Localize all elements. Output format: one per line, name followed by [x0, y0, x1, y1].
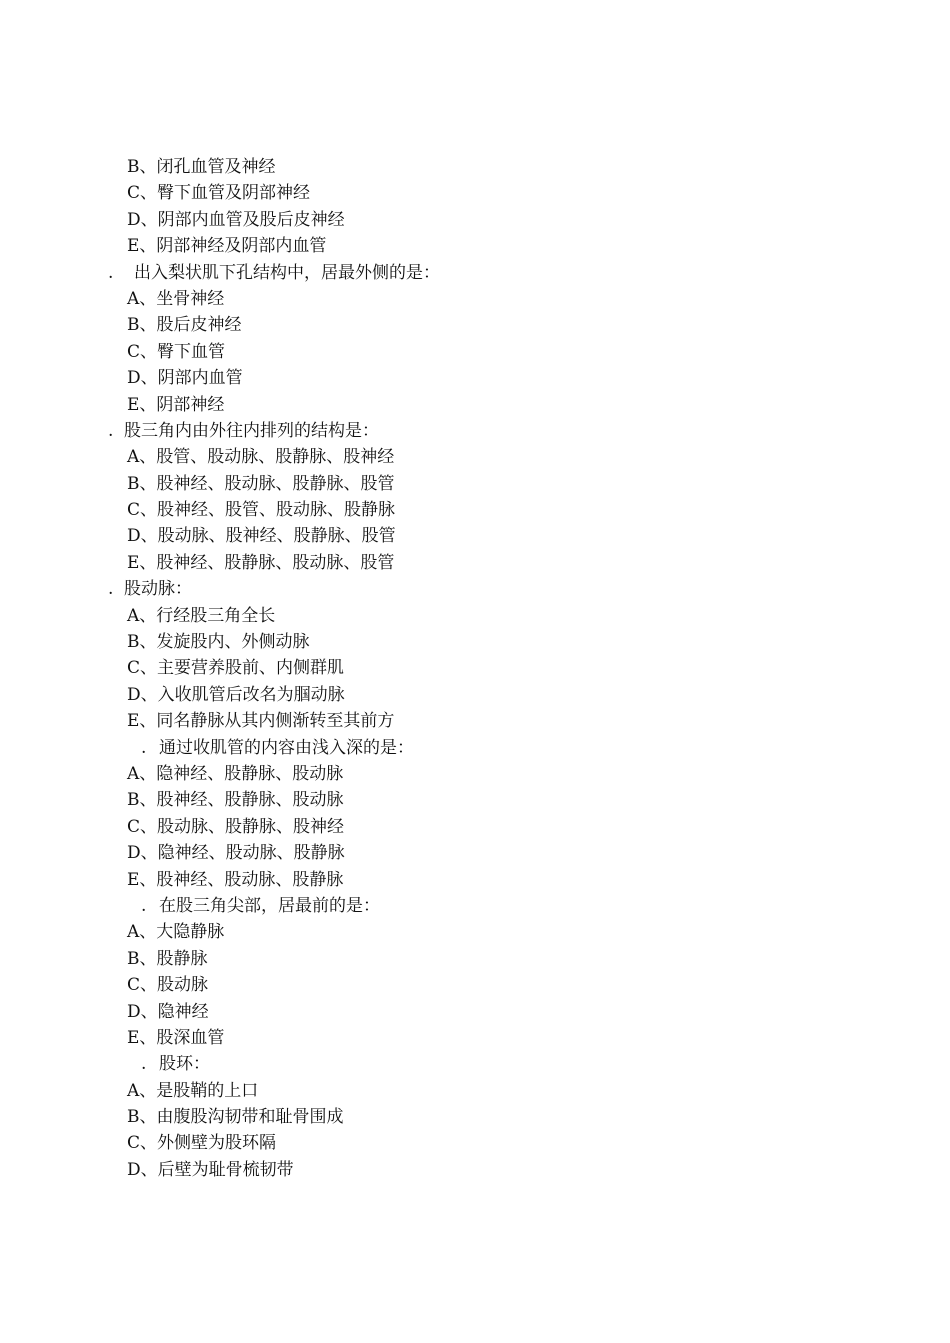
question-text: 通过收肌管的内容由浅入深的是：: [159, 737, 414, 758]
option-line: A、行经股三角全长: [127, 605, 276, 626]
option-line: D、股动脉、股神经、股静脉、股管: [127, 526, 396, 547]
option-line: C、股神经、股管、股动脉、股静脉: [127, 500, 396, 521]
option-line: B、发旋股内、外侧动脉: [127, 632, 310, 653]
option-line: A、坐骨神经: [127, 288, 225, 309]
option-line: C、主要营养股前、内侧群肌: [127, 658, 345, 679]
option-line: C、臀下血管: [127, 341, 226, 362]
option-line: E、股神经、股动脉、股静脉: [127, 869, 344, 890]
option-line: C、股动脉、股静脉、股神经: [127, 816, 345, 837]
question-bullet: .: [141, 895, 147, 916]
question-text: 出入梨状肌下孔结构中，居最外侧的是：: [134, 262, 440, 283]
option-line: D、后壁为耻骨梳韧带: [127, 1159, 294, 1180]
option-line: E、阴部神经: [127, 394, 225, 415]
question-line: [0, 418, 950, 444]
option-line: A、是股鞘的上口: [127, 1080, 259, 1101]
question-text: 在股三角尖部，居最前的是：: [159, 895, 380, 916]
option-line: E、股神经、股静脉、股动脉、股管: [127, 552, 395, 573]
question-bullet: .: [141, 737, 147, 758]
option-line: B、股神经、股静脉、股动脉: [127, 790, 344, 811]
option-line: D、入收肌管后改名为腘动脉: [127, 684, 345, 705]
option-line: A、股管、股动脉、股静脉、股神经: [127, 447, 395, 468]
option-line: B、股神经、股动脉、股静脉、股管: [127, 473, 395, 494]
question-line: [0, 1051, 950, 1077]
option-line: C、外侧壁为股环隔: [127, 1133, 277, 1154]
question-bullet: .: [108, 420, 114, 441]
question-text: 股动脉：: [124, 579, 192, 600]
option-line: B、股后皮神经: [127, 315, 242, 336]
option-line: E、阴部神经及阴部内血管: [127, 236, 327, 257]
question-line: [0, 260, 950, 286]
document-page: [0, 154, 950, 1183]
option-line: B、闭孔血管及神经: [127, 157, 276, 177]
option-line: C、股动脉: [127, 975, 209, 996]
option-line: C、臀下血管及阴部神经: [127, 183, 311, 204]
question-bullet: .: [108, 579, 114, 600]
question-line: [0, 735, 950, 761]
option-line: D、阴部内血管: [127, 368, 243, 389]
question-line: [0, 576, 950, 602]
option-line: D、隐神经、股动脉、股静脉: [127, 843, 345, 864]
question-text: 股环：: [159, 1054, 210, 1075]
option-line: E、同名静脉从其内侧渐转至其前方: [127, 711, 395, 732]
option-line: D、隐神经: [127, 1001, 209, 1022]
option-line: A、大隐静脉: [127, 922, 225, 943]
question-line: [0, 893, 950, 919]
question-bullet: .: [108, 262, 114, 283]
question-text: 股三角内由外往内排列的结构是：: [124, 420, 379, 441]
option-line: D、阴部内血管及股后皮神经: [127, 209, 345, 230]
option-line: E、股深血管: [127, 1027, 225, 1048]
option-line: B、由腹股沟韧带和耻骨围成: [127, 1107, 344, 1128]
option-line: B、股静脉: [127, 948, 208, 969]
question-bullet: .: [141, 1054, 147, 1075]
option-line: A、隐神经、股静脉、股动脉: [127, 763, 344, 784]
